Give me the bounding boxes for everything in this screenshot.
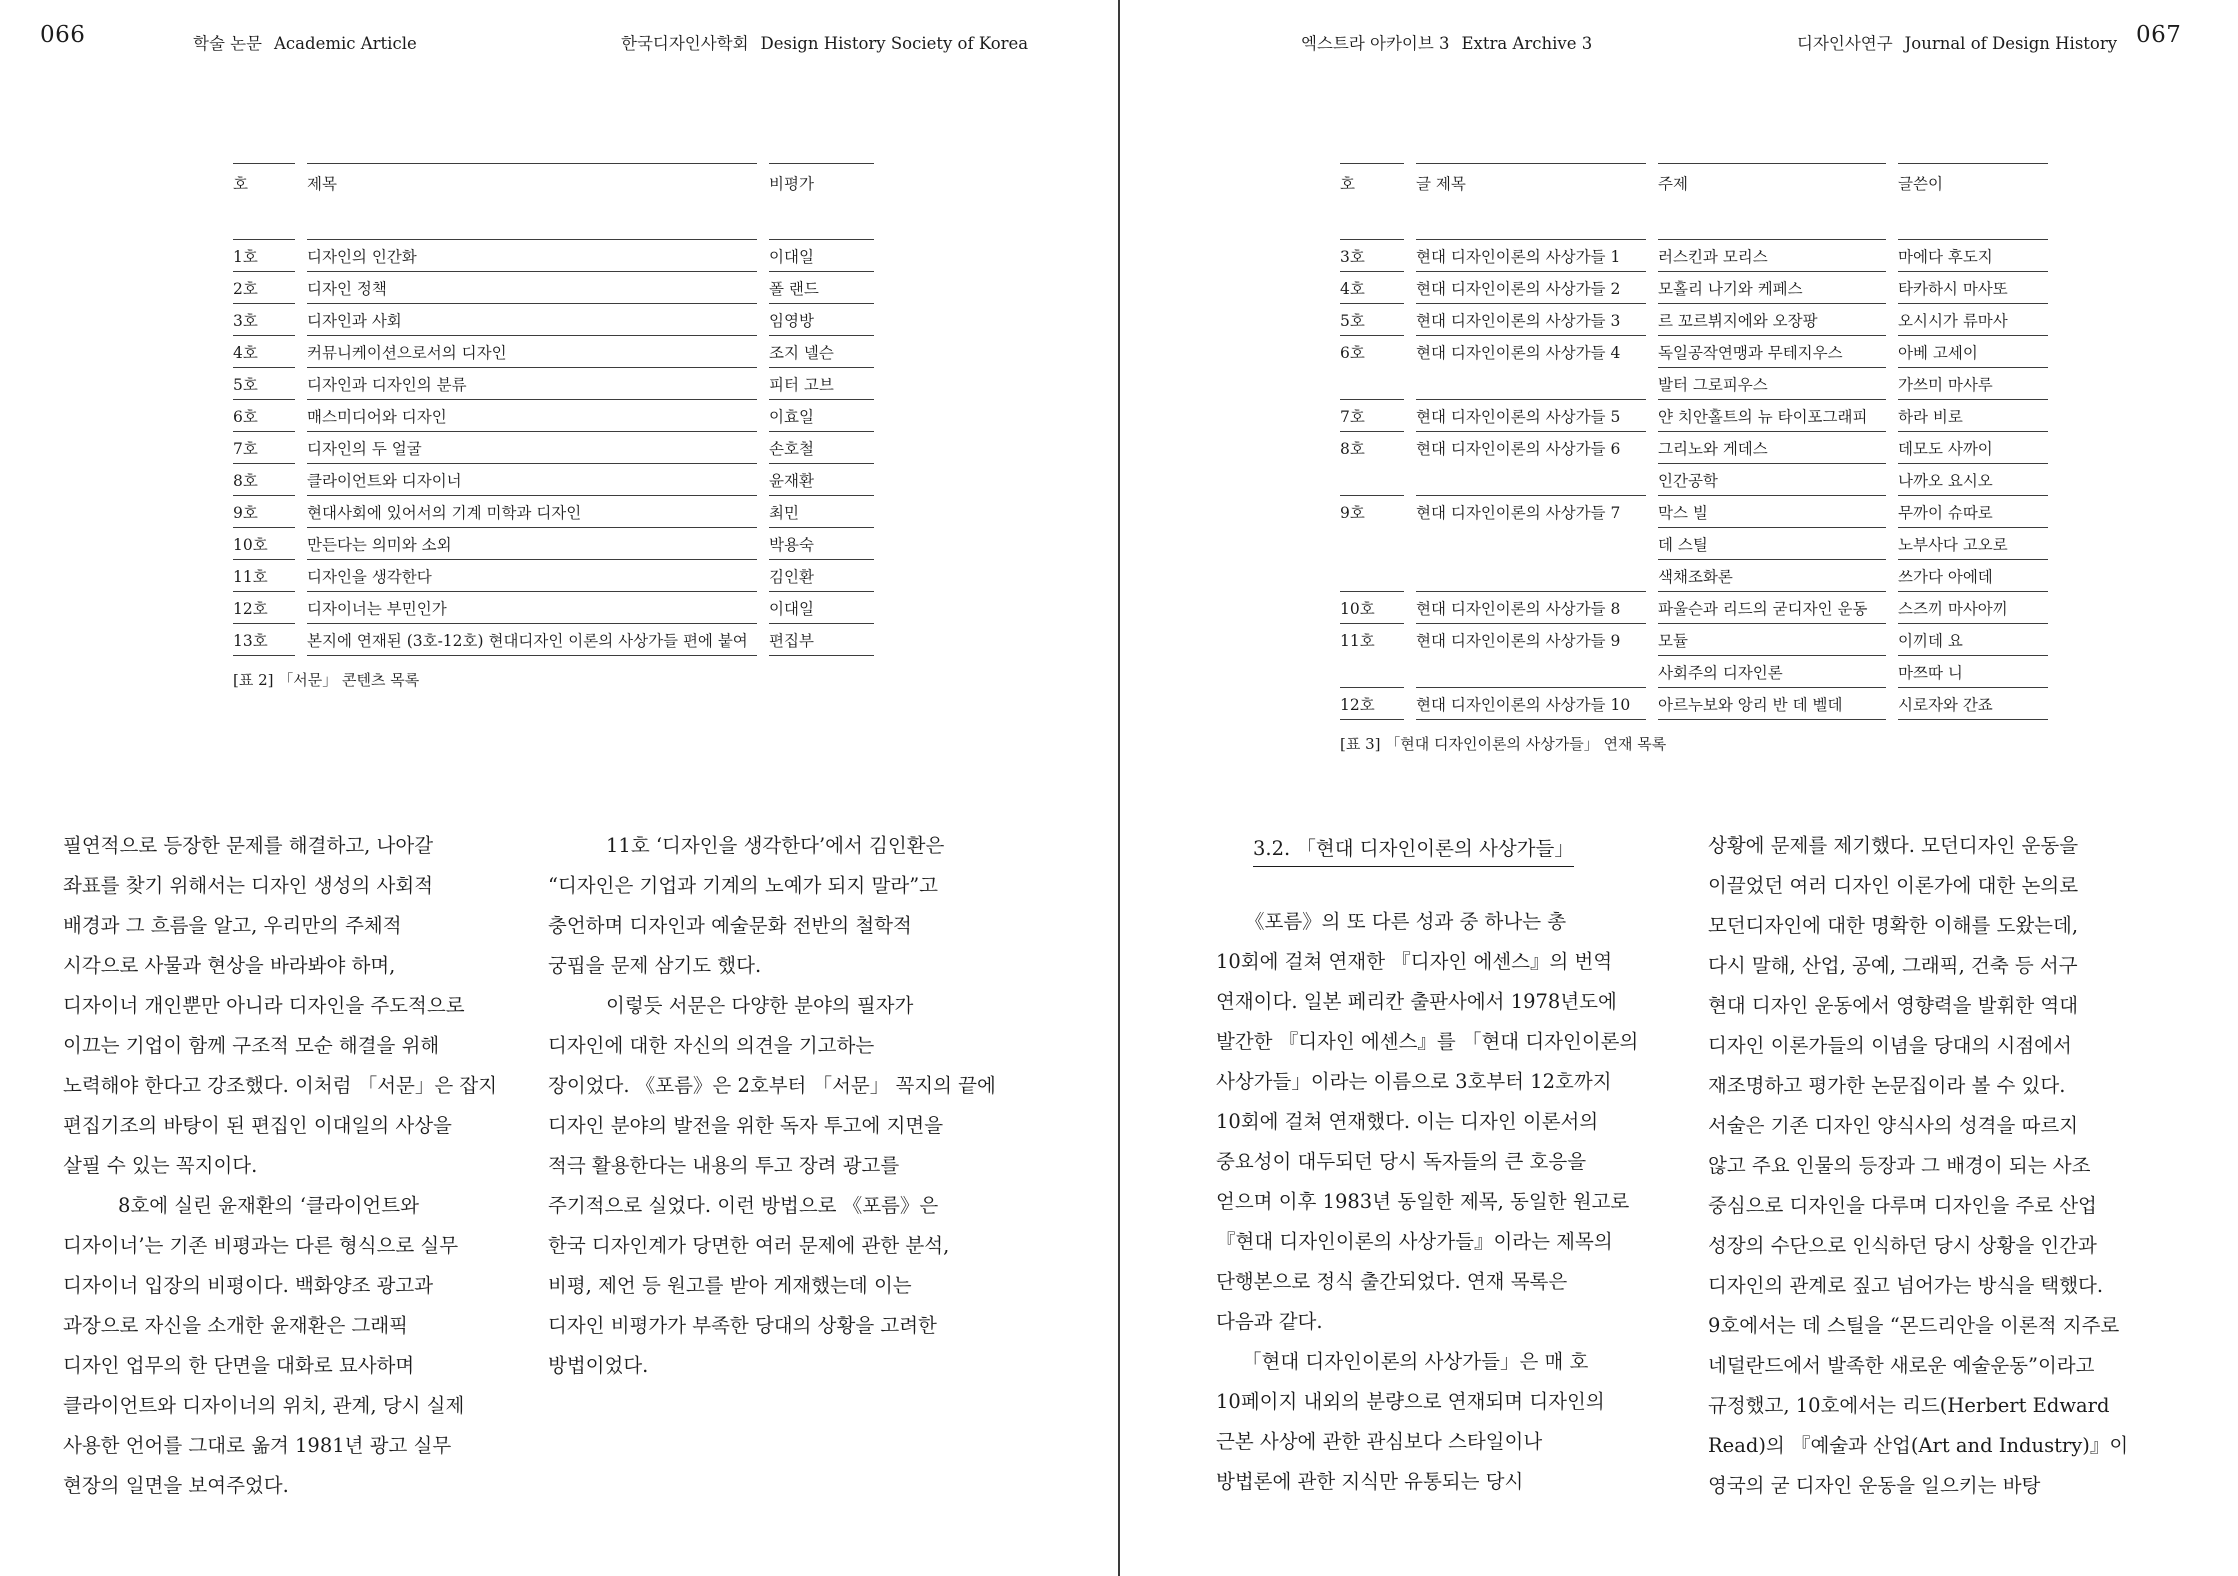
cell-issue: 4호 <box>233 335 295 367</box>
left-society-head <box>621 30 1028 54</box>
body-line: Read)의 『예술과 산업(Art and Industry)』이 <box>1708 1434 2129 1457</box>
table-row <box>233 559 874 591</box>
body-line: 발간한 『디자인 에센스』를 「현대 디자인이론의 <box>1216 1030 1639 1053</box>
cell-issue <box>1340 367 1404 399</box>
body-line: 비평, 제언 등 원고를 받아 게재했는데 이는 <box>548 1274 912 1297</box>
cell-critic: 손호철 <box>769 431 874 463</box>
page-divider <box>1118 0 1120 1576</box>
body-line: 이끌었던 여러 디자인 이론가에 대한 논의로 <box>1708 874 2079 897</box>
body-line: 모던디자인에 대한 명확한 이해를 도왔는데, <box>1708 914 2079 937</box>
cell-subject: 파울슨과 리드의 굳디자인 운동 <box>1658 591 1886 623</box>
body-line: 않고 주요 인물의 등장과 그 배경이 되는 사조 <box>1708 1154 2091 1177</box>
table-row <box>233 495 874 527</box>
cell-issue: 1호 <box>233 247 258 266</box>
body-line: 궁핍을 문제 삼기도 했다. <box>548 954 762 977</box>
cell-subject: 르 꼬르뷔지에와 오장팡 <box>1658 303 1886 335</box>
right-running-head-english: Extra Archive 3 <box>1461 34 1593 53</box>
right-journal-english: Journal of Design History <box>1904 34 2118 53</box>
cell-issue: 9호 <box>233 495 295 527</box>
table-row <box>1340 240 2048 271</box>
cell-subject: 데 스틸 <box>1658 527 1886 559</box>
cell-article-title: 현대 디자인이론의 사상가들 8 <box>1416 591 1646 623</box>
cell-issue: 13호 <box>233 623 295 656</box>
body-line: 단행본으로 정식 출간되었다. 연재 목록은 <box>1216 1270 1568 1293</box>
cell-article-title: 현대 디자인이론의 사상가들 9 <box>1416 623 1646 655</box>
cell-subject: 그리노와 게데스 <box>1658 431 1886 463</box>
body-line: 10회에 걸쳐 연재했다. 이는 디자인 이론서의 <box>1216 1110 1599 1133</box>
cell-issue: 2호 <box>233 271 295 303</box>
cell-subject: 얀 치안홀트의 뉴 타이포그래피 <box>1658 399 1886 431</box>
body-line: 10회에 걸쳐 연재한 『디자인 에센스』의 번역 <box>1216 950 1613 973</box>
table-row <box>233 431 874 463</box>
cell-issue: 6호 <box>233 399 295 431</box>
cell-article-title <box>1416 463 1646 495</box>
body-line: 디자인에 대한 자신의 의견을 기고하는 <box>548 1034 875 1057</box>
body-line: 《포름》의 또 다른 성과 중 하나는 총 <box>1245 910 1567 933</box>
section-heading <box>1253 833 1574 861</box>
cell-author: 노부사다 고오로 <box>1898 527 2048 559</box>
body-line: 필연적으로 등장한 문제를 해결하고, 나아갈 <box>63 834 434 857</box>
body-line: 시각으로 사물과 현상을 바라봐야 하며, <box>63 954 396 977</box>
table-thinkers-series <box>1328 163 2060 720</box>
table-row <box>1340 367 2048 399</box>
cell-issue: 5호 <box>233 367 295 399</box>
cell-subject: 모홀리 나기와 케페스 <box>1658 271 1886 303</box>
body-line: 『현대 디자인이론의 사상가들』이라는 제목의 <box>1216 1230 1613 1253</box>
cell-article-title: 현대 디자인이론의 사상가들 7 <box>1416 495 1646 527</box>
body-line: 디자인 업무의 한 단면을 대화로 묘사하며 <box>63 1354 415 1377</box>
body-line: 한국 디자인계가 당면한 여러 문제에 관한 분석, <box>548 1234 950 1257</box>
page-number-right: 067 <box>2136 22 2182 48</box>
cell-issue: 8호 <box>1340 431 1404 463</box>
cell-title: 현대사회에 있어서의 기계 미학과 디자인 <box>307 495 757 527</box>
table-header-row <box>233 163 874 240</box>
table-row <box>1340 303 2048 335</box>
cell-author: 데모도 사까이 <box>1898 431 2048 463</box>
cell-article-title <box>1416 559 1646 591</box>
cell-article-title: 현대 디자인이론의 사상가들 6 <box>1416 431 1646 463</box>
cell-critic: 이대일 <box>769 591 874 623</box>
table-row <box>1340 271 2048 303</box>
cell-author: 이끼데 요 <box>1898 623 2048 655</box>
table-row <box>1340 527 2048 559</box>
table-row <box>233 623 874 656</box>
cell-title: 디자인과 사회 <box>307 303 757 335</box>
left-page-column-1 <box>63 826 533 1506</box>
cell-author: 마쯔따 니 <box>1898 655 2048 687</box>
table-row <box>1340 623 2048 655</box>
cell-title: 디자인의 인간화 <box>307 247 417 266</box>
cell-title: 커뮤니케이션으로서의 디자인 <box>307 335 757 367</box>
table-row <box>1340 495 2048 527</box>
left-society-english: Design History Society of Korea <box>760 34 1029 53</box>
column-header-issue: 호 <box>1340 163 1404 240</box>
table-row <box>1340 559 2048 591</box>
cell-title: 디자인의 두 얼굴 <box>307 431 757 463</box>
cell-issue <box>1340 527 1404 559</box>
body-line: 중요성이 대두되던 당시 독자들의 큰 호응을 <box>1216 1150 1587 1173</box>
body-line: “디자인은 기업과 기계의 노예가 되지 말라”고 <box>548 874 938 897</box>
cell-issue: 10호 <box>233 527 295 559</box>
table-row <box>233 399 874 431</box>
cell-title: 매스미디어와 디자인 <box>307 399 757 431</box>
body-line: 현대 디자인 운동에서 영향력을 발휘한 역대 <box>1708 994 2079 1017</box>
cell-article-title: 현대 디자인이론의 사상가들 3 <box>1416 303 1646 335</box>
right-page-column-1 <box>1216 902 1686 1502</box>
cell-title: 디자인을 생각한다 <box>307 559 757 591</box>
cell-issue: 7호 <box>233 431 295 463</box>
cell-issue: 3호 <box>1340 247 1365 266</box>
cell-title: 디자인과 디자인의 분류 <box>307 367 757 399</box>
table-row <box>1340 655 2048 687</box>
cell-subject: 사회주의 디자인론 <box>1658 655 1886 687</box>
table-row <box>1340 335 2048 367</box>
table-row <box>1340 431 2048 463</box>
body-line: 방법론에 관한 지식만 유통되는 당시 <box>1216 1470 1524 1493</box>
cell-critic: 편집부 <box>769 623 874 656</box>
cell-critic: 박용숙 <box>769 527 874 559</box>
body-line: 디자이너’는 기존 비평과는 다른 형식으로 실무 <box>63 1234 459 1257</box>
body-line: 디자인 비평가가 부족한 당대의 상황을 고려한 <box>548 1314 937 1337</box>
table-row <box>233 271 874 303</box>
left-page-column-2 <box>548 826 1018 1386</box>
table-caption-2: [표 2] 「서문」 콘텐츠 목록 <box>233 671 420 689</box>
body-line: 근본 사상에 관한 관심보다 스타일이나 <box>1216 1430 1543 1453</box>
table-row <box>233 303 874 335</box>
body-line: 디자인 이론가들의 이념을 당대의 시점에서 <box>1708 1034 2072 1057</box>
left-running-head <box>193 30 417 54</box>
right-running-head <box>1301 30 1592 54</box>
table-header-row <box>1340 163 2048 240</box>
table-row <box>233 367 874 399</box>
cell-critic: 윤재환 <box>769 463 874 495</box>
body-line: 서술은 기존 디자인 양식사의 성격을 따르지 <box>1708 1114 2079 1137</box>
right-journal-head <box>1797 30 2117 54</box>
body-line: 사상가들」이라는 이름으로 3호부터 12호까지 <box>1216 1070 1612 1093</box>
table-row <box>233 527 874 559</box>
cell-issue <box>1340 655 1404 687</box>
table-row <box>233 335 874 367</box>
table-row <box>233 463 874 495</box>
cell-critic: 임영방 <box>769 303 874 335</box>
cell-author: 아베 고세이 <box>1898 335 2048 367</box>
cell-issue: 12호 <box>233 591 295 623</box>
body-line: 9호에서는 데 스틸을 “몬드리안을 이론적 지주로 <box>1708 1314 2120 1337</box>
section-heading-text: 3.2. 「현대 디자인이론의 사상가들」 <box>1253 837 1574 867</box>
body-line: 적극 활용한다는 내용의 투고 장려 광고를 <box>548 1154 900 1177</box>
body-line: 11호 ‘디자인을 생각한다’에서 김인환은 <box>606 834 945 857</box>
cell-critic: 최민 <box>769 495 874 527</box>
table-row <box>1340 687 2048 720</box>
cell-issue: 4호 <box>1340 271 1404 303</box>
body-line: 규정했고, 10호에서는 리드(Herbert Edward <box>1708 1394 2110 1417</box>
cell-author: 가쓰미 마사루 <box>1898 367 2048 399</box>
body-line: 얻으며 이후 1983년 동일한 제목, 동일한 원고로 <box>1216 1190 1630 1213</box>
cell-title: 디자이너는 부민인가 <box>307 591 757 623</box>
cell-author: 나까오 요시오 <box>1898 463 2048 495</box>
table-seomun-contents <box>221 163 886 656</box>
cell-article-title <box>1416 367 1646 399</box>
column-header-title: 제목 <box>307 163 757 240</box>
cell-issue: 12호 <box>1340 687 1404 720</box>
cell-author: 쓰가다 아에데 <box>1898 559 2048 591</box>
right-page-column-2 <box>1708 826 2178 1506</box>
body-line: 방법이었다. <box>548 1354 649 1377</box>
body-line: 사용한 언어를 그대로 옮겨 1981년 광고 실무 <box>63 1434 452 1457</box>
table-row <box>1340 399 2048 431</box>
table-row <box>233 591 874 623</box>
body-line: 연재이다. 일본 페리칸 출판사에서 1978년도에 <box>1216 990 1617 1013</box>
cell-issue <box>1340 463 1404 495</box>
cell-issue <box>1340 559 1404 591</box>
body-line: 다음과 같다. <box>1216 1310 1323 1333</box>
body-line: 이끄는 기업이 함께 구조적 모순 해결을 위해 <box>63 1034 440 1057</box>
cell-title: 클라이언트와 디자이너 <box>307 463 757 495</box>
left-society-korean: 한국디자인사학회 <box>621 34 749 53</box>
cell-issue: 5호 <box>1340 303 1404 335</box>
body-line: 「현대 디자인이론의 사상가들」은 매 호 <box>1242 1350 1589 1373</box>
cell-critic: 폴 랜드 <box>769 271 874 303</box>
cell-author: 마에다 후도지 <box>1898 247 1993 266</box>
body-line: 중심으로 디자인을 다루며 디자인을 주로 산업 <box>1708 1194 2097 1217</box>
cell-title: 만든다는 의미와 소외 <box>307 527 757 559</box>
body-line: 디자인 분야의 발전을 위한 독자 투고에 지면을 <box>548 1114 944 1137</box>
cell-critic: 김인환 <box>769 559 874 591</box>
cell-subject: 색채조화론 <box>1658 559 1886 591</box>
cell-article-title: 현대 디자인이론의 사상가들 2 <box>1416 271 1646 303</box>
body-line: 성장의 수단으로 인식하던 당시 상황을 인간과 <box>1708 1234 2097 1257</box>
body-line: 디자인의 관계로 짚고 넘어가는 방식을 택했다. <box>1708 1274 2104 1297</box>
body-line: 배경과 그 흐름을 알고, 우리만의 주체적 <box>63 914 402 937</box>
body-line: 충언하며 디자인과 예술문화 전반의 철학적 <box>548 914 912 937</box>
body-line: 디자이너 입장의 비평이다. 백화양조 광고과 <box>63 1274 434 1297</box>
cell-article-title: 현대 디자인이론의 사상가들 10 <box>1416 687 1646 720</box>
cell-critic: 이대일 <box>769 247 814 266</box>
cell-issue: 11호 <box>1340 623 1404 655</box>
cell-subject: 독일공작연맹과 무테지우스 <box>1658 335 1886 367</box>
table-row <box>1340 463 2048 495</box>
cell-title: 본지에 연재된 (3호-12호) 현대디자인 이론의 사상가들 편에 붙여 <box>307 623 757 656</box>
body-line: 디자이너 개인뿐만 아니라 디자인을 주도적으로 <box>63 994 465 1017</box>
cell-author: 스즈끼 마사아끼 <box>1898 591 2048 623</box>
column-header-article-title: 글 제목 <box>1416 163 1646 240</box>
column-header-issue: 호 <box>233 163 295 240</box>
table-row <box>233 240 874 271</box>
body-line: 다시 말해, 산업, 공예, 그래픽, 건축 등 서구 <box>1708 954 2078 977</box>
left-running-head-korean: 학술 논문 <box>193 34 263 53</box>
cell-subject: 인간공학 <box>1658 463 1886 495</box>
cell-subject: 아르누보와 앙리 반 데 벨데 <box>1658 687 1886 720</box>
body-line: 상황에 문제를 제기했다. 모던디자인 운동을 <box>1708 834 2079 857</box>
page-number-left: 066 <box>40 22 86 48</box>
body-line: 주기적으로 실었다. 이런 방법으로 《포름》은 <box>548 1194 939 1217</box>
body-line: 현장의 일면을 보여주었다. <box>63 1474 289 1497</box>
body-line: 클라이언트와 디자이너의 위치, 관계, 당시 실제 <box>63 1394 465 1417</box>
cell-subject: 러스킨과 모리스 <box>1658 247 1768 266</box>
cell-issue: 10호 <box>1340 591 1404 623</box>
cell-issue: 7호 <box>1340 399 1404 431</box>
cell-article-title: 현대 디자인이론의 사상가들 5 <box>1416 399 1646 431</box>
body-line: 8호에 실린 윤재환의 ‘클라이언트와 <box>118 1194 419 1217</box>
cell-title: 디자인 정책 <box>307 271 757 303</box>
cell-author: 하라 비로 <box>1898 399 2048 431</box>
cell-issue: 11호 <box>233 559 295 591</box>
body-line: 좌표를 찾기 위해서는 디자인 생성의 사회적 <box>63 874 434 897</box>
body-line: 노력해야 한다고 강조했다. 이처럼 「서문」은 잡지 <box>63 1074 498 1097</box>
column-header-subject: 주제 <box>1658 163 1886 240</box>
body-line: 영국의 굳 디자인 운동을 일으키는 바탕 <box>1708 1474 2041 1497</box>
cell-issue: 9호 <box>1340 495 1404 527</box>
cell-issue: 3호 <box>233 303 295 335</box>
column-header-author: 글쓴이 <box>1898 163 2048 240</box>
body-line: 편집기조의 바탕이 된 편집인 이대일의 사상을 <box>63 1114 452 1137</box>
cell-subject: 발터 그로피우스 <box>1658 367 1886 399</box>
right-running-head-korean: 엑스트라 아카이브 3 <box>1301 34 1450 53</box>
cell-critic: 이효일 <box>769 399 874 431</box>
cell-article-title: 현대 디자인이론의 사상가들 4 <box>1416 335 1646 367</box>
cell-article-title <box>1416 655 1646 687</box>
right-journal-korean: 디자인사연구 <box>1797 34 1893 53</box>
cell-article-title: 현대 디자인이론의 사상가들 1 <box>1416 247 1621 266</box>
body-line: 살필 수 있는 꼭지이다. <box>63 1154 258 1177</box>
body-line: 네덜란드에서 발족한 새로운 예술운동”이라고 <box>1708 1354 2095 1377</box>
body-line: 장이었다. 《포름》은 2호부터 「서문」 꼭지의 끝에 <box>548 1074 996 1097</box>
cell-subject: 막스 빌 <box>1658 495 1886 527</box>
body-line: 재조명하고 평가한 논문집이라 볼 수 있다. <box>1708 1074 2066 1097</box>
table-caption-3: [표 3] 「현대 디자인이론의 사상가들」 연재 목록 <box>1340 735 1667 753</box>
cell-article-title <box>1416 527 1646 559</box>
body-line: 이렇듯 서문은 다양한 분야의 필자가 <box>606 994 914 1017</box>
cell-critic: 피터 고브 <box>769 367 874 399</box>
cell-issue: 8호 <box>233 463 295 495</box>
cell-author: 오시시가 류마사 <box>1898 303 2048 335</box>
cell-author: 시로자와 간죠 <box>1898 687 2048 720</box>
cell-author: 타카하시 마사또 <box>1898 271 2048 303</box>
left-running-head-english: Academic Article <box>274 34 417 53</box>
cell-issue: 6호 <box>1340 335 1404 367</box>
cell-subject: 모듈 <box>1658 623 1886 655</box>
body-line: 과장으로 자신을 소개한 윤재환은 그래픽 <box>63 1314 409 1337</box>
column-header-critic: 비평가 <box>769 163 874 240</box>
cell-author: 무까이 슈따로 <box>1898 495 2048 527</box>
table-row <box>1340 591 2048 623</box>
cell-critic: 조지 넬슨 <box>769 335 874 367</box>
body-line: 10페이지 내외의 분량으로 연재되며 디자인의 <box>1216 1390 1605 1413</box>
